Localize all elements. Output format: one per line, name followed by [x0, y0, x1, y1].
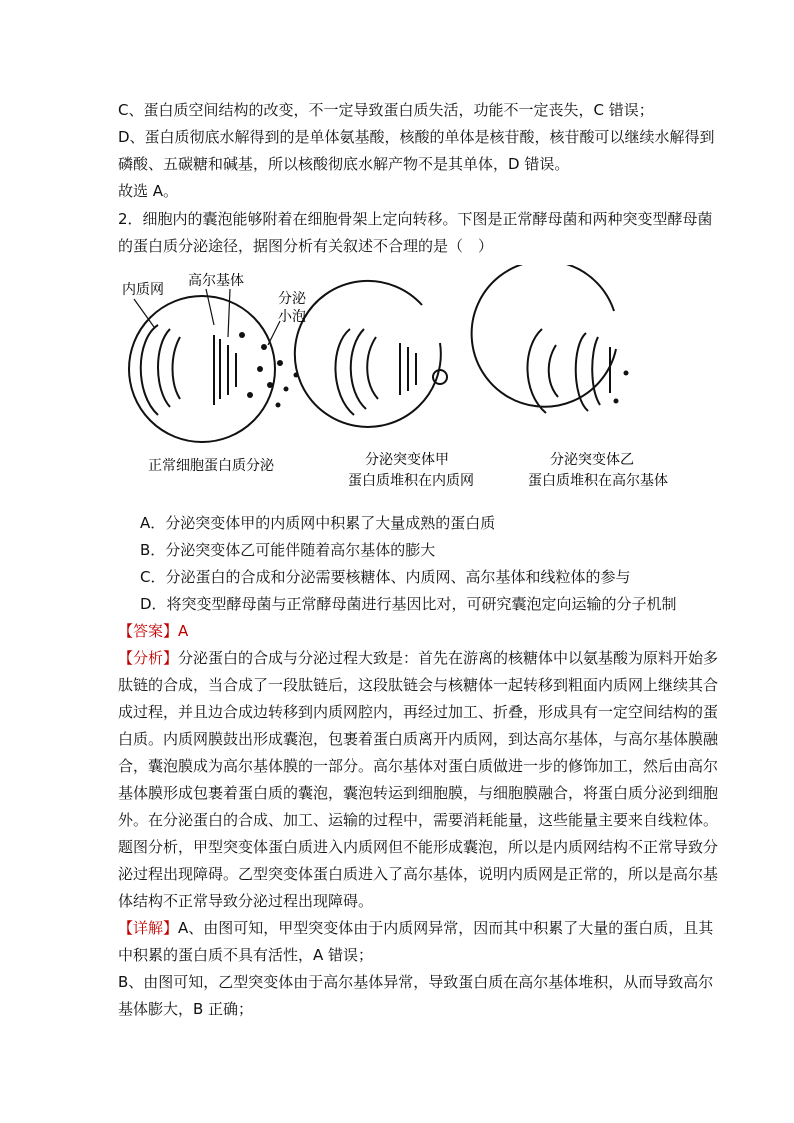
- analysis-line: 白质。内质网膜鼓出形成囊泡，包裹着蛋白质离开内质网，到达高尔基体，与高尔基体膜融: [118, 730, 719, 748]
- detail-line: 基体膨大，B 正确；: [118, 1000, 254, 1018]
- analysis-line: 合，囊泡膜成为高尔基体膜的一部分。高尔基体对蛋白质做进一步的修饰加工，然后由高尔: [118, 757, 719, 775]
- normal-cell: [129, 296, 275, 442]
- analysis-line: 【分析】分泌蛋白的合成与分泌过程大致是：首先在游离的核糖体中以氨基酸为原料开始多: [118, 649, 719, 667]
- answer-tag: 【答案】: [118, 622, 179, 640]
- analysis-line: 成过程，并且边合成边转移到内质网腔内，再经过加工、折叠，形成具有一定空间结构的蛋: [118, 703, 719, 721]
- analysis-line: 外。在分泌蛋白的合成、加工、运输的过程中，需要消耗能量，这些能量主要来自线粒体。: [118, 811, 719, 829]
- detail-line: 中积累的蛋白质不具有活性，A 错误；: [118, 946, 374, 964]
- label-vesicle: 分泌: [278, 291, 306, 307]
- text-line: 磷酸、五碳糖和碱基，所以核酸彻底水解产物不是其单体，D 错误。: [118, 155, 570, 173]
- detail-line: 【详解】A、由图可知，甲型突变体由于内质网异常，因而其中积累了大量的蛋白质，且其: [118, 919, 714, 937]
- option-b: B．分泌突变体乙可能伴随着高尔基体的膨大: [140, 541, 436, 559]
- caption-mutant-b: 蛋白质堆积在高尔基体: [528, 473, 668, 489]
- answer-line: [118, 620, 188, 642]
- caption-normal: 正常细胞蛋白质分泌: [148, 458, 274, 474]
- option-a: A．分泌突变体甲的内质网中积累了大量成熟的蛋白质: [140, 514, 496, 532]
- analysis-tag: 【分析】: [118, 649, 179, 667]
- detail-line: B、由图可知，乙型突变体由于高尔基体异常，导致蛋白质在高尔基体堆积，从而导致高尔: [118, 973, 714, 991]
- secretion-figure: [110, 265, 690, 495]
- question-stem: 的蛋白质分泌途径，据图分析有关叙述不合理的是（ ）: [118, 237, 494, 255]
- text-line: 故选 A。: [118, 182, 179, 200]
- caption-mutant-a: 分泌突变体甲: [365, 452, 449, 468]
- option-d: D．将突变型酵母菌与正常酵母菌进行基因比对，可研究囊泡定向运输的分子机制: [140, 595, 677, 613]
- caption-mutant-b: 分泌突变体乙: [550, 452, 634, 468]
- analysis-line: 基体膜形成包裹着蛋白质的囊泡，囊泡转运到细胞膜，与细胞膜融合，将蛋白质分泌到细胞: [118, 784, 719, 802]
- caption-mutant-a: 蛋白质堆积在内质网: [348, 473, 474, 489]
- label-golgi: 高尔基体: [188, 273, 244, 289]
- answer-value: A: [178, 622, 189, 640]
- label-vesicle: 小泡: [278, 309, 306, 325]
- label-er: 内质网: [122, 282, 164, 298]
- analysis-line: 体结构不正常导致分泌过程出现障碍。: [118, 892, 374, 910]
- option-c: C．分泌蛋白的合成和分泌需要核糖体、内质网、高尔基体和线粒体的参与: [140, 568, 631, 586]
- analysis-line: 肽链的合成，当合成了一段肽链后，这段肽链会与核糖体一起转移到粗面内质网上继续其合: [118, 676, 719, 694]
- detail-tag: 【详解】: [118, 919, 179, 937]
- analysis-line: 泌过程出现障碍。乙型突变体蛋白质进入了高尔基体，说明内质网是正常的，所以是高尔基: [118, 865, 719, 883]
- text-line: C、蛋白质空间结构的改变，不一定导致蛋白质失活，功能不一定丧失，C 错误；: [118, 101, 654, 119]
- question-stem: 2．细胞内的囊泡能够附着在细胞骨架上定向转移。下图是正常酵母菌和两种突变型酵母菌: [118, 210, 713, 228]
- text-line: D、蛋白质彻底水解得到的是单体氨基酸，核酸的单体是核苷酸，核苷酸可以继续水解得到: [118, 128, 715, 146]
- analysis-line: 题图分析，甲型突变体蛋白质进入内质网但不能形成囊泡，所以是内质网结构不正常导致分: [118, 838, 719, 856]
